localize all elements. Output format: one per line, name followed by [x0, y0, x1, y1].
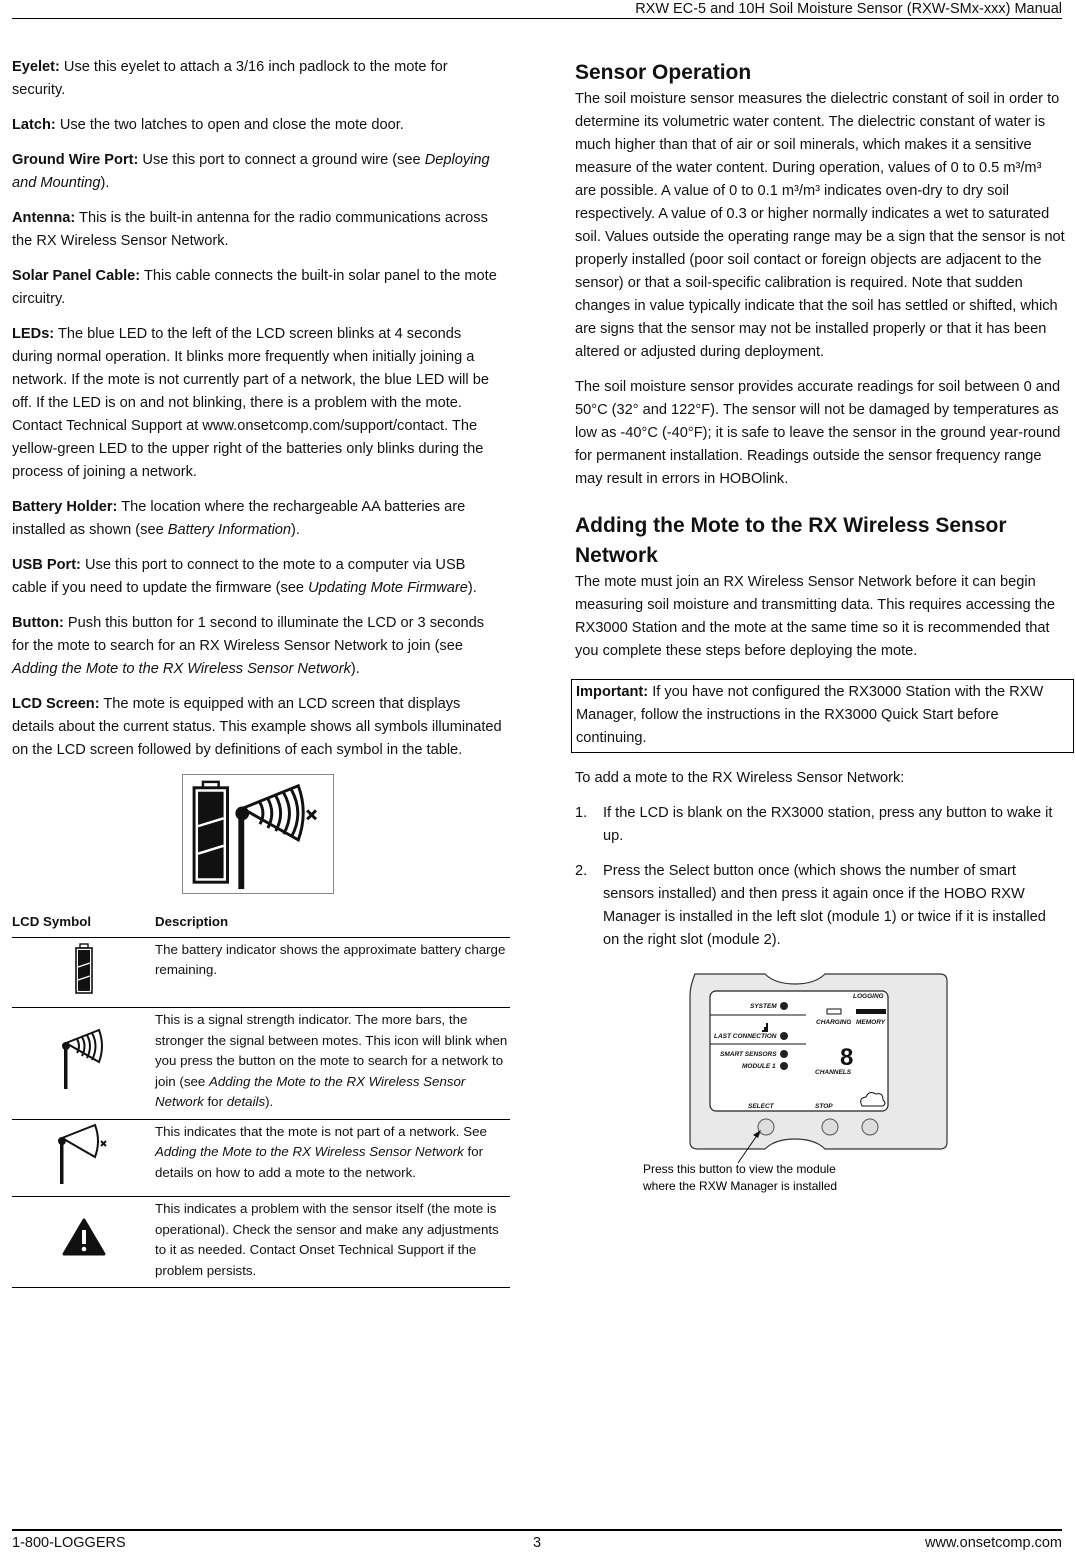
- list-item: [575, 860, 1065, 952]
- term: Eyelet:: [12, 59, 60, 75]
- definition: The mote is equipped with an LCD screen that displays details about the current status. This example shows all symbols illuminated on the LCD screen followed by definitions of each symbol in the table.: [12, 696, 502, 758]
- term: LCD Screen:: [12, 696, 100, 712]
- left-column: [12, 56, 508, 1288]
- column-header: LCD Symbol: [12, 912, 155, 937]
- definition: Use this port to connect a ground wire (see: [138, 152, 425, 168]
- channel-count-digit: 8: [840, 1044, 854, 1071]
- footer-url[interactable]: www.onsetcomp.com: [925, 1535, 1062, 1551]
- cross-reference: details: [226, 1094, 266, 1109]
- step-number: 1.: [575, 805, 588, 821]
- paragraph: The soil moisture sensor provides accurate readings for soil between 0 and 50°C (32° and 122°F). The sensor will not be damaged by temperatures as low as -40°C (-40°F); it is safe to leave the sensor in the ground year-round for permanent installation. Readings outside the sensor frequency range may result in errors in HOBOlink.: [575, 379, 1061, 487]
- lcd-symbols-figure: [182, 774, 334, 894]
- button-paragraph: [12, 612, 504, 681]
- battery-paragraph: [12, 496, 504, 542]
- table-row: [12, 1197, 510, 1288]
- step-text: Press the Select button once (which shows the number of smart sensors installed) and then press it again once if the HOBO RXW Manager is installed in the left slot (module 1) or twice if it is installed on the right slot (module 2).: [603, 863, 1046, 948]
- definition: The location where the rechargeable AA batteries are installed as shown (see: [12, 499, 466, 538]
- cloud-button[interactable]: [862, 1119, 878, 1135]
- term: Solar Panel Cable:: [12, 268, 141, 284]
- description-text: This indicates a problem with the sensor itself (the mote is operational). Check the sensor and make any adjustments to it as needed. Contact Onset Technical Support if the problem persists.: [155, 1201, 499, 1278]
- description-text: The battery indicator shows the approximate battery charge remaining.: [155, 941, 506, 977]
- step-number: 2.: [575, 863, 588, 879]
- definition: Use this port to connect to the mote to a computer via USB cable if you need to update the firmware (see: [12, 557, 466, 596]
- definition-end: ).: [291, 522, 300, 538]
- term: USB Port:: [12, 557, 81, 573]
- definition: This is the built-in antenna for the radio communications across the RX Wireless Sensor Network.: [12, 210, 488, 249]
- footer-phone: 1-800-LOGGERS: [12, 1535, 126, 1551]
- paragraph: The soil moisture sensor measures the dielectric constant of soil in order to determine its volumetric water content. The dielectric constant of water is much higher than that of air or soil minerals, which makes it a sensitive measure of the water content. During operation, values of 0 to 0.5 m³/m³ are possible. A value of 0 to 0.1 m³/m³ indicates oven-dry to dry soil respectively. A value of 0.3 or higher normally indicates a wet to saturated soil. Values outside the operating range may be a sign that the sensor is not properly installed (poor soil contact or foreign objects are adjacent to the sensor) or that a soil-specific calibration is required. Note that sudden changes in value typically indicate that the soil has settled or shifted, which are signs that the sensor may not be installed properly or that it has been altered or adjusted during deployment.: [575, 91, 1065, 360]
- last-connection-label: LAST CONNECTION: [714, 1033, 777, 1040]
- definition-end: ).: [100, 175, 110, 191]
- lcd-symbol-table: [12, 912, 510, 1288]
- term: Antenna:: [12, 210, 76, 226]
- lcd-paragraph: [12, 693, 504, 762]
- select-label: SELECT: [748, 1103, 774, 1110]
- header-rule: [12, 18, 1062, 19]
- channels-label: CHANNELS: [815, 1069, 852, 1076]
- running-header: RXW EC-5 and 10H Soil Moisture Sensor (RXW-SMx-xxx) Manual: [635, 1, 1062, 17]
- list-item: [575, 802, 1065, 848]
- term: LEDs:: [12, 326, 55, 342]
- stop-button[interactable]: [822, 1119, 838, 1135]
- section-heading: Adding the Mote to the RX Wireless Sensor Network: [575, 514, 1007, 567]
- term: Battery Holder:: [12, 499, 118, 515]
- figure-caption: where the RXW Manager is installed: [643, 1179, 838, 1193]
- right-column: [575, 58, 1065, 1196]
- module-label: MODULE 1: [742, 1063, 776, 1070]
- battery-icon: [74, 943, 94, 995]
- station-lcd-figure: [640, 966, 950, 1196]
- usb-paragraph: [12, 554, 504, 600]
- cross-reference: Battery Information: [167, 522, 292, 538]
- note-text: If you have not configured the RX3000 Station with the RXW Manager, follow the instructions in the RX3000 Quick Start before continuing.: [576, 684, 1044, 746]
- description: [155, 1197, 510, 1288]
- ground-paragraph: [12, 149, 504, 195]
- paragraph: To add a mote to the RX Wireless Sensor Network:: [575, 770, 905, 786]
- definition-end: ).: [467, 580, 477, 596]
- paragraph: The mote must join an RX Wireless Sensor Network before it can begin measuring soil moisture and transmitting data. This requires accessing the RX3000 Station and the mote at the same time so it is recommended that you complete these steps before deploying the mote.: [575, 574, 1055, 659]
- page-number: 3: [533, 1535, 542, 1551]
- description: [155, 1119, 510, 1197]
- definition: The blue LED to the left of the LCD screen blinks at 4 seconds during normal operation. It blinks more frequently when initially joining a network. If the mote is not currently part of a network, the blue LED will be off. If the LED is on and not blinking, there is a problem with the mote. Contact Technical Support at www.onsetcomp.com/support/contact. The yellow-green LED to the upper right of the batteries only blinks during the process of joining a network.: [12, 326, 489, 480]
- latch-paragraph: [12, 114, 504, 137]
- definition-end: ).: [350, 661, 360, 677]
- definition: Push this button for 1 second to illuminate the LCD or 3 seconds for the mote to search for an RX Wireless Sensor Network to join (see: [12, 615, 485, 654]
- memory-label: MEMORY: [856, 1019, 886, 1026]
- select-button[interactable]: [758, 1119, 774, 1135]
- leds-paragraph: [12, 323, 504, 484]
- description: [155, 937, 510, 1008]
- description-text: This indicates that the mote is not part of a network. See: [155, 1123, 487, 1139]
- charging-label: CHARGING: [816, 1019, 852, 1026]
- eyelet-paragraph: [12, 56, 504, 102]
- cross-reference: Adding the Mote to the RX Wireless Sensor Network: [155, 1144, 464, 1159]
- definition: Use the two latches to open and close the mote door.: [55, 117, 404, 133]
- description-text: This is a signal strength indicator. The more bars, the stronger the signal between motes. This icon will blink when you press the button on the mote to search for a network to join (see: [155, 1012, 508, 1089]
- definition: Use this eyelet to attach a 3/16 inch padlock to the mote for security.: [12, 59, 448, 98]
- step-text: If the LCD is blank on the RX3000 station, press any button to wake it up.: [603, 805, 1053, 844]
- figure-caption: Press this button to view the module: [643, 1162, 836, 1176]
- cross-reference: Adding the Mote to the RX Wireless Sensor Network: [12, 661, 351, 677]
- description: [155, 1008, 510, 1120]
- cross-reference: Adding the Mote to the RX Wireless Sensor Network: [155, 1073, 466, 1109]
- no-network-icon: [57, 1122, 111, 1184]
- solar-paragraph: [12, 265, 504, 311]
- section-heading: Sensor Operation: [575, 61, 752, 84]
- term: Latch:: [12, 117, 56, 133]
- description-text: for: [203, 1094, 227, 1109]
- battery-icon: [194, 782, 227, 882]
- antenna-paragraph: [12, 207, 504, 253]
- signal-strength-icon: [61, 1027, 107, 1089]
- table-row: [12, 1119, 510, 1197]
- definition: This cable connects the built-in solar panel to the mote circuitry.: [12, 268, 497, 307]
- description-text: ).: [265, 1094, 274, 1109]
- cross-reference: Updating Mote Firmware: [308, 580, 468, 596]
- column-header: Description: [155, 912, 510, 937]
- smart-sensors-label: SMART SENSORS: [720, 1051, 777, 1058]
- footer-rule: [12, 1529, 1062, 1531]
- warning-icon: [62, 1217, 106, 1257]
- system-label: SYSTEM: [750, 1003, 777, 1010]
- table-row: [12, 1008, 510, 1120]
- term: Button:: [12, 615, 64, 631]
- important-note: [571, 679, 1074, 753]
- term: Ground Wire Port:: [12, 152, 139, 168]
- logging-label: LOGGING: [853, 993, 884, 1000]
- cross-reference: Deploying and Mounting: [12, 152, 490, 191]
- steps-list: [575, 802, 1065, 952]
- stop-label: STOP: [815, 1103, 833, 1110]
- note-label: Important:: [576, 684, 649, 700]
- description-text: for details on how to add a mote to the network.: [155, 1144, 484, 1180]
- table-row: [12, 937, 510, 1008]
- signal-strength-icon: [235, 786, 316, 889]
